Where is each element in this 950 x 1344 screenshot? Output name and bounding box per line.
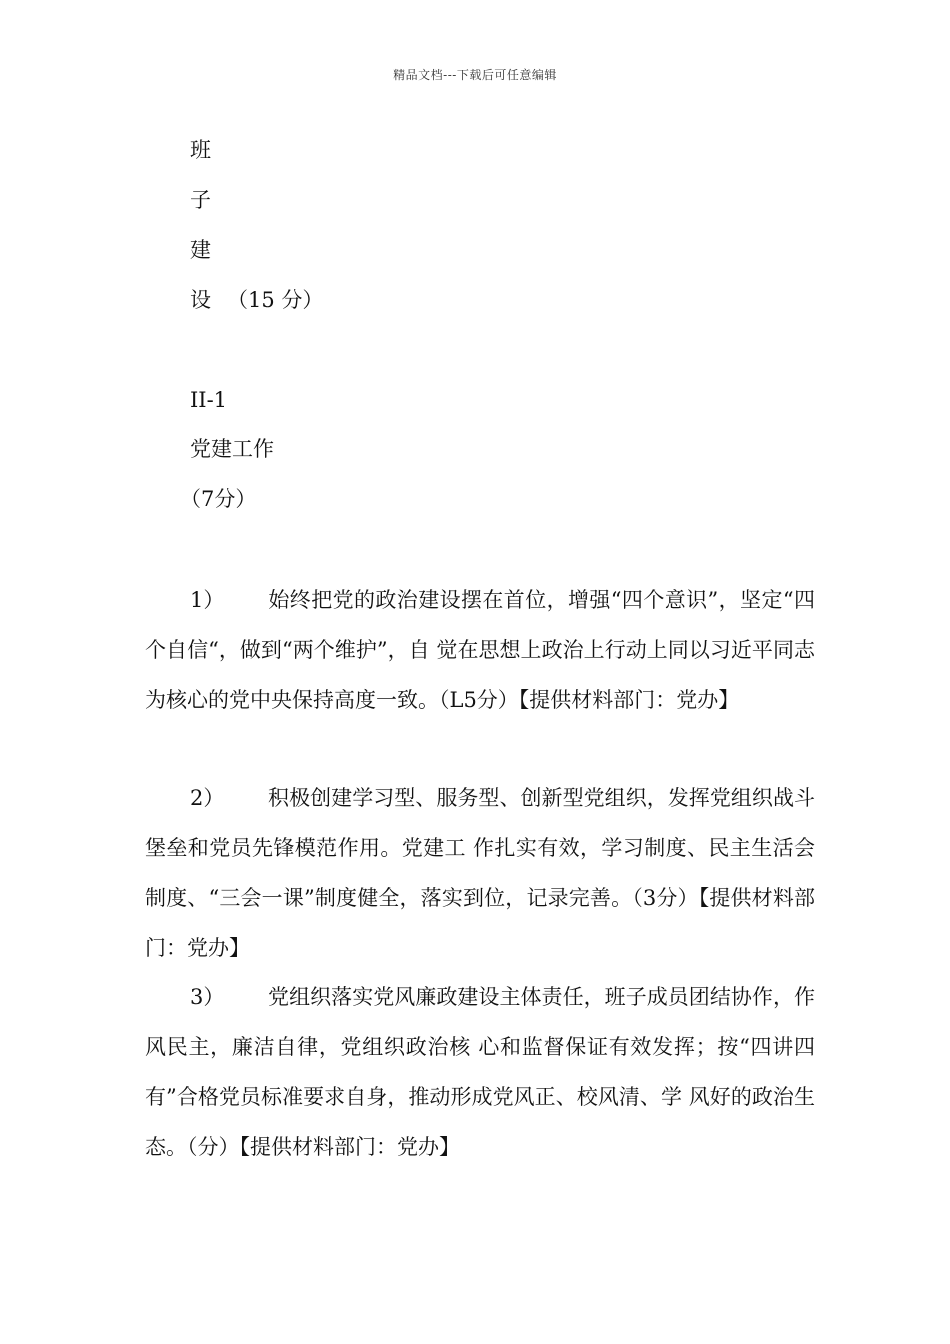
section-title-line: [190, 288, 323, 312]
subsection-code: II-1: [190, 388, 228, 412]
list-item: [145, 972, 815, 1172]
list-item: [145, 575, 815, 725]
subsection-title: 党建工作: [190, 437, 274, 461]
item-text: 党组织落实党风廉政建设主体责任，班子成员团结协作，作风民主，廉洁自律，党组织政治核 心和监督保证有效发挥；按“四讲四有”合格党员标准要求自身，推动形成党风正、校风清、学 风好的政治生态。（分）【提供材料部门：党办】: [145, 985, 815, 1159]
subsection-score: （7分）: [180, 487, 257, 511]
section-title-char: 班: [190, 138, 211, 162]
item-text: 积极创建学习型、服务型、创新型党组织，发挥党组织战斗堡垒和党员先锋模范作用。党建工 作扎实有效，学习制度、民主生活会制度、“三会一课”制度健全，落实到位，记录完善。（3分）【提供材料部门：党办】: [145, 786, 815, 960]
section-score: （15 分）: [227, 288, 324, 312]
page-header: 精品文档---下载后可任意编辑: [393, 68, 557, 82]
item-number: 3）: [190, 985, 225, 1009]
section-title-char: 子: [190, 188, 211, 212]
section-title-char: 建: [190, 238, 211, 262]
item-number: 1）: [190, 588, 225, 612]
section-title-char: 设: [190, 288, 211, 312]
list-item: [145, 773, 815, 973]
item-text: 始终把党的政治建设摆在首位，增强“四个意识”，坚定“四个自信“，做到“两个维护”，自 觉在思想上政治上行动上同以习近平同志为核心的党中央保持高度一致。（L5分）【提供材料部门：党办】: [145, 588, 815, 712]
item-number: 2）: [190, 786, 225, 810]
